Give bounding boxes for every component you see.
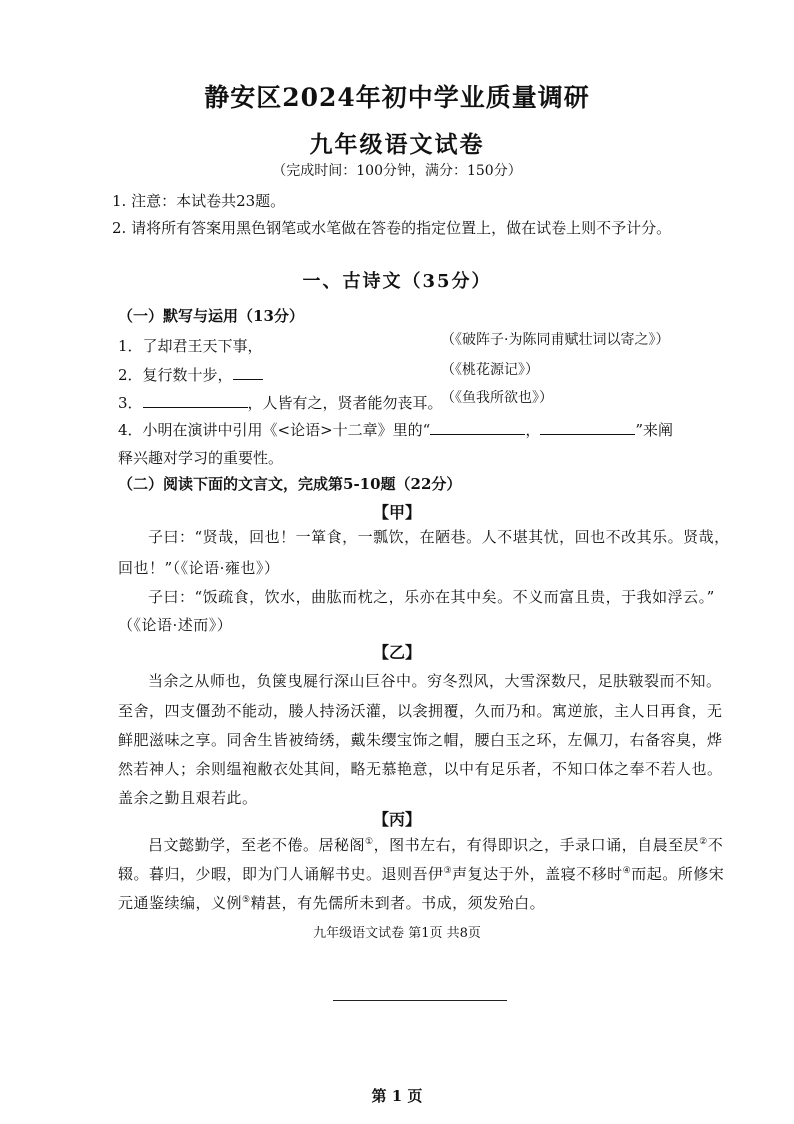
passage-yi-line: 鲜肥滋味之享。同舍生皆被绮绣，戴朱缨宝饰之帽，腰白玉之环，左佩刀，右备容臭，烨 bbox=[118, 731, 723, 749]
question-4-text-a: 4．小明在演讲中引用《<论语>十二章》里的“ bbox=[118, 421, 431, 439]
question-1 bbox=[118, 335, 263, 356]
page-number: 第 1 页 bbox=[371, 1087, 423, 1105]
passage-text: 吕文懿勤学，至老不倦。居秘阁 bbox=[148, 836, 366, 854]
section-title: 一、古诗文（35分） bbox=[302, 271, 492, 292]
question-4-comma: ， bbox=[525, 421, 541, 439]
passage-jia-line: （《论语·述而》） bbox=[118, 616, 233, 634]
question-2-source: （《桃花源记》） bbox=[441, 362, 539, 378]
passage-yi-line: 当余之从师也，负箧曳屣行深山巨谷中。穷冬烈风，大雪深数尺，足肤皲裂而不知。 bbox=[148, 672, 722, 690]
exam-info: （完成时间：100分钟，满分：150分） bbox=[272, 163, 522, 179]
footnote-marker: ③ bbox=[443, 866, 453, 876]
question-3 bbox=[118, 392, 443, 413]
footnote-marker: ④ bbox=[622, 866, 632, 876]
question-3-source: （《鱼我所欲也》） bbox=[441, 390, 553, 406]
passage-bing-line bbox=[148, 834, 723, 855]
passage-jia-line: 回也！”（《论语·雍也》） bbox=[118, 559, 280, 577]
exam-subtitle: 九年级语文试卷 bbox=[309, 131, 485, 158]
part2-title: （二）阅读下面的文言文，完成第5-10题（22分） bbox=[118, 475, 462, 493]
passage-text: 元通鉴续编，义例 bbox=[118, 894, 243, 912]
passage-yi-label: 【乙】 bbox=[372, 643, 421, 662]
passage-bing-line bbox=[118, 863, 724, 884]
passage-jia-label: 【甲】 bbox=[372, 503, 421, 522]
question-2-text: 2．复行数十步， bbox=[118, 366, 233, 384]
passage-text: 不 bbox=[707, 836, 724, 854]
question-4 bbox=[118, 419, 673, 440]
passage-yi-line: 至舍，四支僵劲不能动，媵人持汤沃灌，以衾拥覆，久而乃和。寓逆旅，主人日再食，无 bbox=[118, 702, 723, 720]
passage-yi-line: 然若神人；余则缊袍敝衣处其间，略无慕艳意，以中有足乐者，不知口体之奉不若人也。 bbox=[118, 760, 723, 778]
exam-title: 静安区2024年初中学业质量调研 bbox=[204, 83, 590, 112]
footnote-marker: ⑤ bbox=[242, 895, 251, 905]
question-4-continued: 释兴趣对学习的重要性。 bbox=[118, 449, 284, 467]
question-4-text-b: ”来阐 bbox=[635, 421, 674, 439]
footnote-marker: ② bbox=[699, 837, 708, 847]
passage-yi-line: 盖余之勤且艰若此。 bbox=[118, 789, 258, 807]
passage-bing-label: 【丙】 bbox=[372, 810, 421, 829]
note-2: 2. 请将所有答案用黑色钢笔或水笔做在答卷的指定位置上，做在试卷上则不予计分。 bbox=[112, 219, 672, 237]
question-1-text: 1．了却君王天下事， bbox=[118, 337, 263, 355]
answer-blank bbox=[143, 392, 248, 408]
passage-text: 精甚，有先儒所未到者。书成，须发殆白。 bbox=[250, 894, 546, 912]
answer-blank bbox=[430, 419, 525, 435]
note-1: 1. 注意：本试卷共23题。 bbox=[112, 192, 286, 210]
part1-title: （一）默写与运用（13分） bbox=[118, 307, 304, 325]
passage-text: 而起。所修宋 bbox=[631, 865, 725, 883]
passage-bing-line bbox=[118, 892, 545, 913]
question-3-text: ，人皆有之，贤者能勿丧耳。 bbox=[247, 394, 443, 412]
footnote-marker: ① bbox=[365, 837, 374, 847]
answer-blank bbox=[540, 419, 635, 435]
passage-jia-line: 子曰：“贤哉，回也！一箪食，一瓢饮，在陋巷。人不堪其忧，回也不改其乐。贤哉， bbox=[148, 528, 730, 546]
question-1-source: （《破阵子·为陈同甫赋壮词以寄之》） bbox=[441, 332, 670, 348]
passage-text: 声复达于外，盖寝不移时 bbox=[452, 865, 623, 883]
passage-text: ，图书左右，有得即识之，手录口诵，自晨至昃 bbox=[373, 836, 700, 854]
question-2 bbox=[118, 364, 263, 385]
page-footer: 九年级语文试卷 第1页 共8页 bbox=[313, 926, 481, 941]
answer-blank bbox=[233, 364, 263, 380]
passage-jia-line: 子曰：“饭疏食，饮水，曲肱而枕之，乐亦在其中矣。不义而富且贵，于我如浮云。” bbox=[148, 588, 715, 606]
question-3-num: 3． bbox=[118, 394, 143, 412]
divider-line bbox=[333, 1000, 507, 1001]
passage-text: 辍。暮归，少暇，即为门人诵解书史。退则吾伊 bbox=[118, 865, 444, 883]
